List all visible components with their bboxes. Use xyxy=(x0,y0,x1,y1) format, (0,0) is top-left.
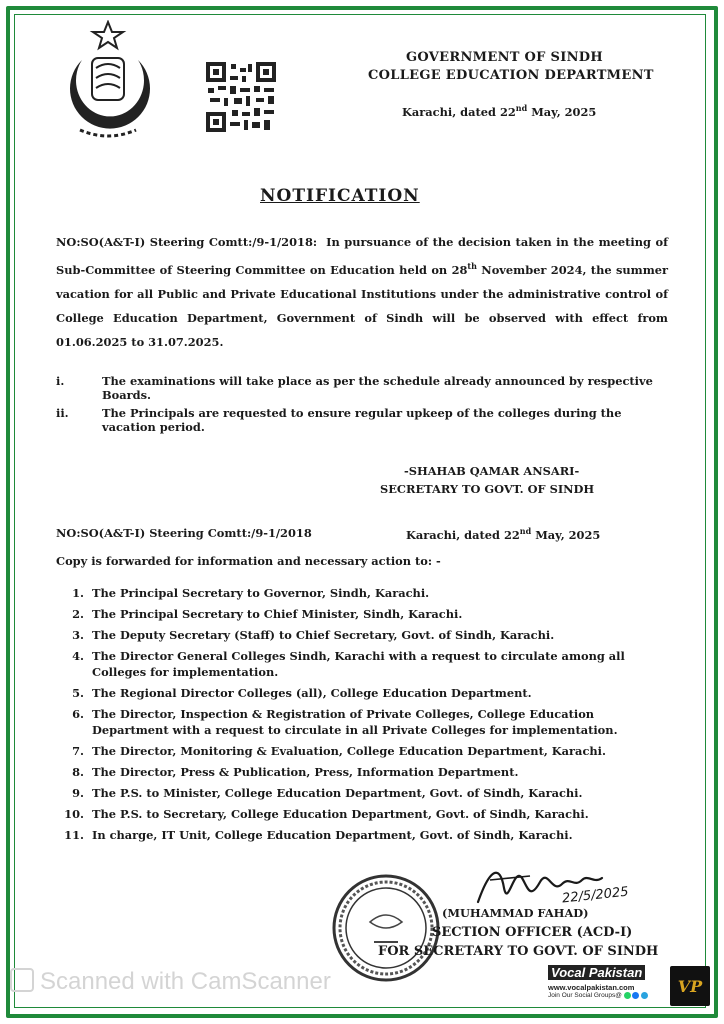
list-item: 9. The P.S. to Minister, College Education Department, Govt. of Sindh, Karachi. xyxy=(72,786,583,800)
signatory-name: -SHAHAB QAMAR ANSARI- xyxy=(404,464,580,478)
brand-url: www.vocalpakistan.com xyxy=(548,983,635,992)
reference-number: NO:SO(A&T-I) Steering Comtt:/9-1/2018: xyxy=(56,235,318,249)
list-item: ii. The Principals are requested to ensure regular upkeep of the colleges during the vacation period. xyxy=(56,406,622,434)
header-date: Karachi, dated 22nd May, 2025 xyxy=(402,103,597,119)
camscanner-logo-icon xyxy=(10,968,34,992)
reference-number-copy: NO:SO(A&T-I) Steering Comtt:/9-1/2018 xyxy=(56,526,312,540)
header-government: GOVERNMENT OF SINDH xyxy=(406,50,603,65)
qr-code-icon xyxy=(206,62,276,132)
instructions-list xyxy=(56,374,668,434)
brand-name: Vocal Pakistan xyxy=(548,965,645,980)
copy-intro: Copy is forwarded for information and necessary action to: - xyxy=(56,554,441,568)
page-title: NOTIFICATION xyxy=(260,186,420,206)
copy-date: Karachi, dated 22nd May, 2025 xyxy=(406,526,601,542)
official-stamp-icon xyxy=(330,872,442,984)
list-item: i. The examinations will take place as per the schedule already announced by respective Boards. xyxy=(56,374,653,402)
list-item: 7. The Director, Monitoring & Evaluation, College Education Department, Karachi. xyxy=(72,744,606,758)
brand-tagline: Join Our Social Groups@ xyxy=(548,992,670,999)
list-item: 11. In charge, IT Unit, College Education Department, Govt. of Sindh, Karachi. xyxy=(64,828,573,842)
header-department: COLLEGE EDUCATION DEPARTMENT xyxy=(368,68,654,83)
list-item: 4. The Director General Colleges Sindh, Karachi with a request to circulate among all Colleges for implementation. xyxy=(72,649,625,679)
officer-name: (MUHAMMAD FAHAD) xyxy=(442,906,589,920)
signatory-title: SECRETARY TO GOVT. OF SINDH xyxy=(380,482,595,496)
vacation-dates: 01.06.2025 to 31.07.2025 xyxy=(56,334,220,349)
list-item: 3. The Deputy Secretary (Staff) to Chief Secretary, Govt. of Sindh, Karachi. xyxy=(72,628,555,642)
vocal-pakistan-branding xyxy=(548,964,670,1012)
telegram-icon xyxy=(641,992,648,999)
whatsapp-icon xyxy=(624,992,631,999)
list-item: 6. The Director, Inspection & Registration of Private Colleges, College Education Department with a request to circulate in all Private Colleges for implementation. xyxy=(72,707,618,737)
facebook-icon xyxy=(632,992,639,999)
officer-title: SECTION OFFICER (ACD-I) xyxy=(432,925,633,940)
government-of-sindh-emblem-icon xyxy=(60,20,156,142)
list-item: 5. The Regional Director Colleges (all), College Education Department. xyxy=(72,686,532,700)
copy-distribution-list xyxy=(64,585,640,848)
list-item: 10. The P.S. to Secretary, College Education Department, Govt. of Sindh, Karachi. xyxy=(64,807,589,821)
scanner-watermark: Scanned with CamScanner xyxy=(40,968,331,995)
list-item: 1. The Principal Secretary to Governor, Sindh, Karachi. xyxy=(72,586,430,600)
vocal-pakistan-logo: VP xyxy=(670,966,710,1006)
signature-date: 22/5/2025 xyxy=(561,884,630,907)
list-item: 2. The Principal Secretary to Chief Minister, Sindh, Karachi. xyxy=(72,607,463,621)
officer-for: FOR SECRETARY TO GOVT. OF SINDH xyxy=(378,944,659,959)
list-item: 8. The Director, Press & Publication, Press, Information Department. xyxy=(72,765,519,779)
notification-body: NO:SO(A&T-I) Steering Comtt:/9-1/2018: In pursuance of the decision taken in the meeting of Sub-Committee of Steering Committee on Education held on 28th November 2024, the summer vacation for all Public and Private Educational Institutions under the administrative control of College Education Department, Government of Sindh will be observed with effect from 01.06.2025 to 31.07.2025. xyxy=(56,235,668,349)
